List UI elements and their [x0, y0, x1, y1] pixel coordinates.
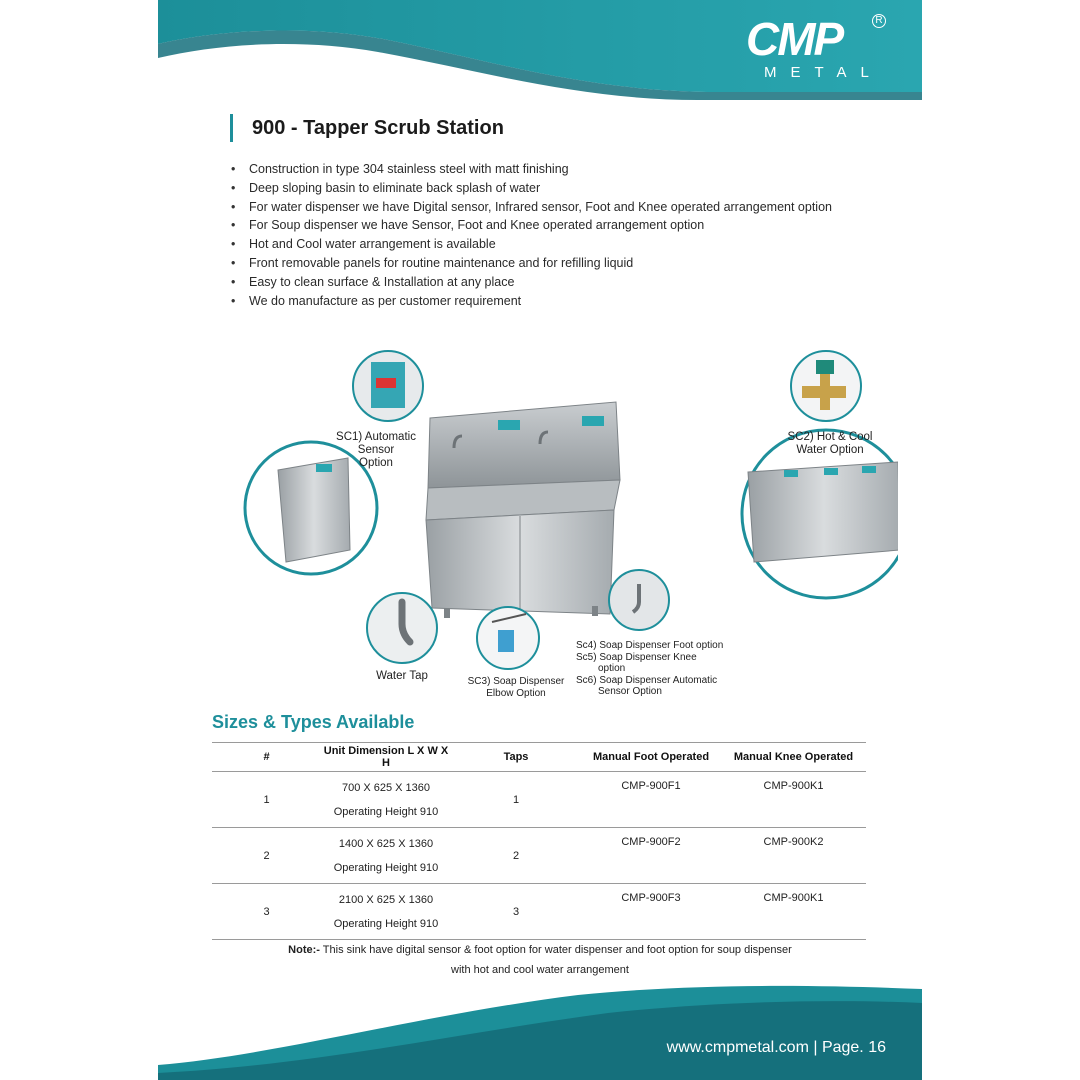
note-line-1: This sink have digital sensor & foot option for water dispenser and foot option for soup dispenser: [319, 944, 792, 956]
feature-item: • We do manufacture as per customer requirement: [230, 292, 910, 311]
feature-item: • Deep sloping basin to eliminate back splash of water: [230, 179, 910, 198]
note-label: Note:-: [288, 944, 320, 956]
caption-line: Sc6) Soap Dispenser Automatic: [576, 674, 718, 686]
page-title: 900 - Tapper Scrub Station: [252, 117, 504, 139]
cell-knee: CMP-900K1: [721, 772, 866, 828]
table-row: [212, 884, 866, 940]
header-knee: Manual Knee Operated: [721, 743, 866, 772]
caption-sc2: [774, 431, 886, 457]
scrub-station-drawing: [198, 340, 898, 710]
caption-line: SC3) Soap Dispenser: [467, 676, 565, 687]
soap-elbow-circle: [477, 607, 539, 669]
cell-foot: CMP-900F2: [581, 828, 721, 884]
header-dimension: Unit Dimension L X W X H: [321, 743, 451, 772]
cell-taps: 3: [451, 884, 581, 940]
operating-height-text: Operating Height 910: [333, 861, 439, 874]
caption-line: Sensor Option: [598, 686, 662, 697]
caption-line: Sensor: [357, 444, 395, 456]
caption-line: SC1) Automatic: [336, 431, 416, 443]
sizes-title: Sizes & Types Available: [212, 712, 415, 732]
header-foot: Manual Foot Operated: [581, 743, 721, 772]
dimension-text: 2100 X 625 X 1360: [338, 893, 434, 906]
cmp-metal-logo: [746, 14, 886, 84]
caption-sc3: [460, 676, 572, 699]
logo-sub-text: METAL: [764, 64, 883, 81]
operating-height-text: Operating Height 910: [333, 917, 439, 930]
caption-line: Sc4) Soap Dispenser Foot option: [576, 640, 724, 651]
dimension-text: 1400 X 625 X 1360: [338, 837, 434, 850]
water-tap-circle: [367, 593, 437, 663]
cell-dimension: [321, 884, 451, 940]
caption-sc1: [314, 431, 438, 470]
feature-item: • For water dispenser we have Digital sensor, Infrared sensor, Foot and Knee operated arrangement option: [230, 198, 910, 217]
cell-dimension: [321, 828, 451, 884]
table-header-row: [212, 743, 866, 772]
cell-knee: CMP-900K2: [721, 828, 866, 884]
caption-line: Option: [359, 457, 393, 469]
footer-band: [158, 985, 922, 1080]
header-num: #: [212, 743, 321, 772]
footer-url-page[interactable]: www.cmpmetal.com | Page. 16: [666, 1039, 886, 1056]
caption-line: Sc5) Soap Dispenser Knee: [576, 651, 697, 663]
operating-height-text: Operating Height 910: [333, 805, 439, 818]
cell-foot: CMP-900F1: [581, 772, 721, 828]
logo-main-text: CMP: [746, 13, 843, 65]
cell-foot: CMP-900F3: [581, 884, 721, 940]
table-row: [212, 828, 866, 884]
cell-taps: 2: [451, 828, 581, 884]
feature-item: • For Soup dispenser we have Sensor, Foot and Knee operated arrangement option: [230, 216, 910, 235]
cell-num: 1: [212, 772, 321, 828]
caption-sc456: [576, 640, 756, 698]
hot-cool-valve-circle: [791, 351, 861, 421]
product-illustration: [198, 340, 898, 710]
cell-num: 3: [212, 884, 321, 940]
feature-list: [230, 160, 910, 310]
caption-line: Elbow Option: [486, 687, 546, 699]
sizes-table: [212, 742, 866, 940]
caption-line: SC2) Hot & Cool: [787, 431, 873, 443]
note: [218, 940, 862, 980]
feature-item: • Construction in type 304 stainless steel with matt finishing: [230, 160, 910, 179]
feature-item: • Easy to clean surface & Installation at any place: [230, 273, 910, 292]
caption-water-tap: Water Tap: [376, 670, 428, 682]
sensor-option-circle: [353, 351, 423, 421]
title-accent-bar: [230, 114, 233, 142]
feature-item: • Front removable panels for routine maintenance and for refilling liquid: [230, 254, 910, 273]
main-sink-image: [426, 402, 620, 618]
cell-knee: CMP-900K1: [721, 884, 866, 940]
header-taps: Taps: [451, 743, 581, 772]
note-line-2: with hot and cool water arrangement: [451, 964, 629, 976]
cell-num: 2: [212, 828, 321, 884]
feature-item: • Hot and Cool water arrangement is available: [230, 235, 910, 254]
catalog-page: [158, 0, 922, 1080]
foot-knee-option-circle: [609, 570, 669, 630]
dimension-text: 700 X 625 X 1360: [341, 781, 431, 794]
cell-taps: 1: [451, 772, 581, 828]
caption-line: Water Option: [796, 444, 864, 456]
table-row: [212, 772, 866, 828]
registered-icon: R: [872, 14, 886, 28]
caption-line: option: [598, 663, 626, 674]
cell-dimension: [321, 772, 451, 828]
